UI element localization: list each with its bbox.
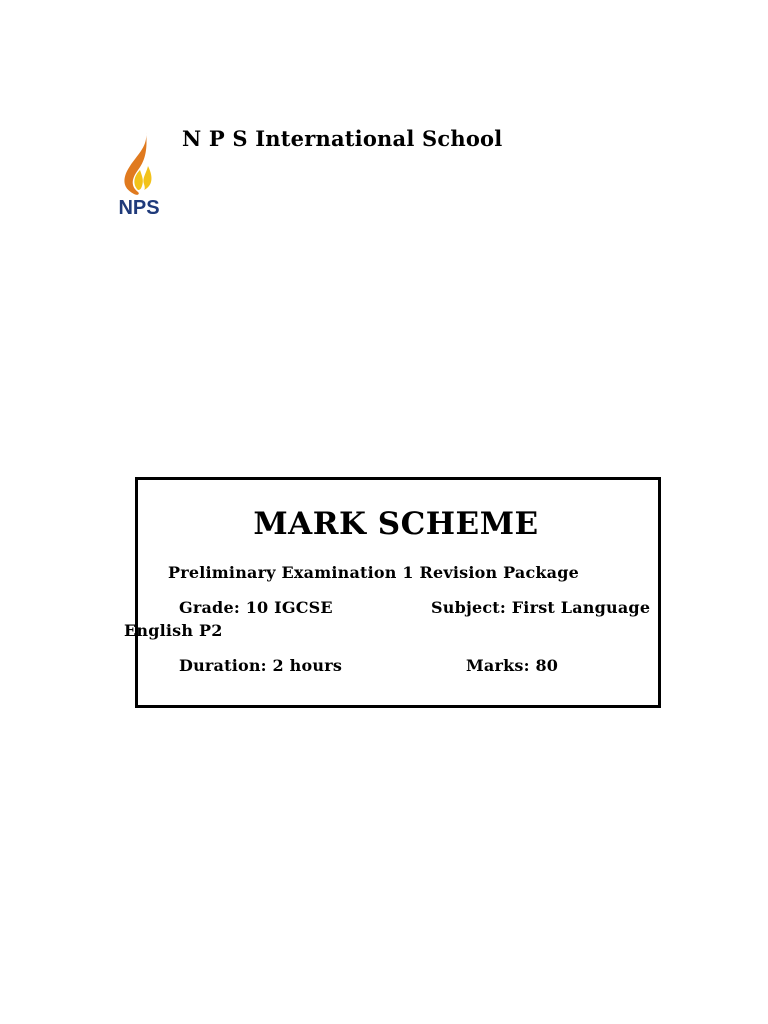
grade-label: Grade: 10 IGCSE	[179, 598, 333, 617]
school-logo	[108, 128, 172, 220]
logo-text: NPS	[118, 197, 160, 219]
marks-label: Marks: 80	[466, 656, 559, 675]
subject-label-continued: English P2	[124, 621, 223, 640]
subject-label: Subject: First Language	[431, 598, 651, 617]
flame-icon	[108, 128, 172, 220]
school-name: N P S International School	[182, 126, 503, 151]
duration-label: Duration: 2 hours	[179, 656, 343, 675]
exam-subtitle: Preliminary Examination 1 Revision Package	[168, 563, 580, 582]
document-title: MARK SCHEME	[253, 506, 539, 542]
